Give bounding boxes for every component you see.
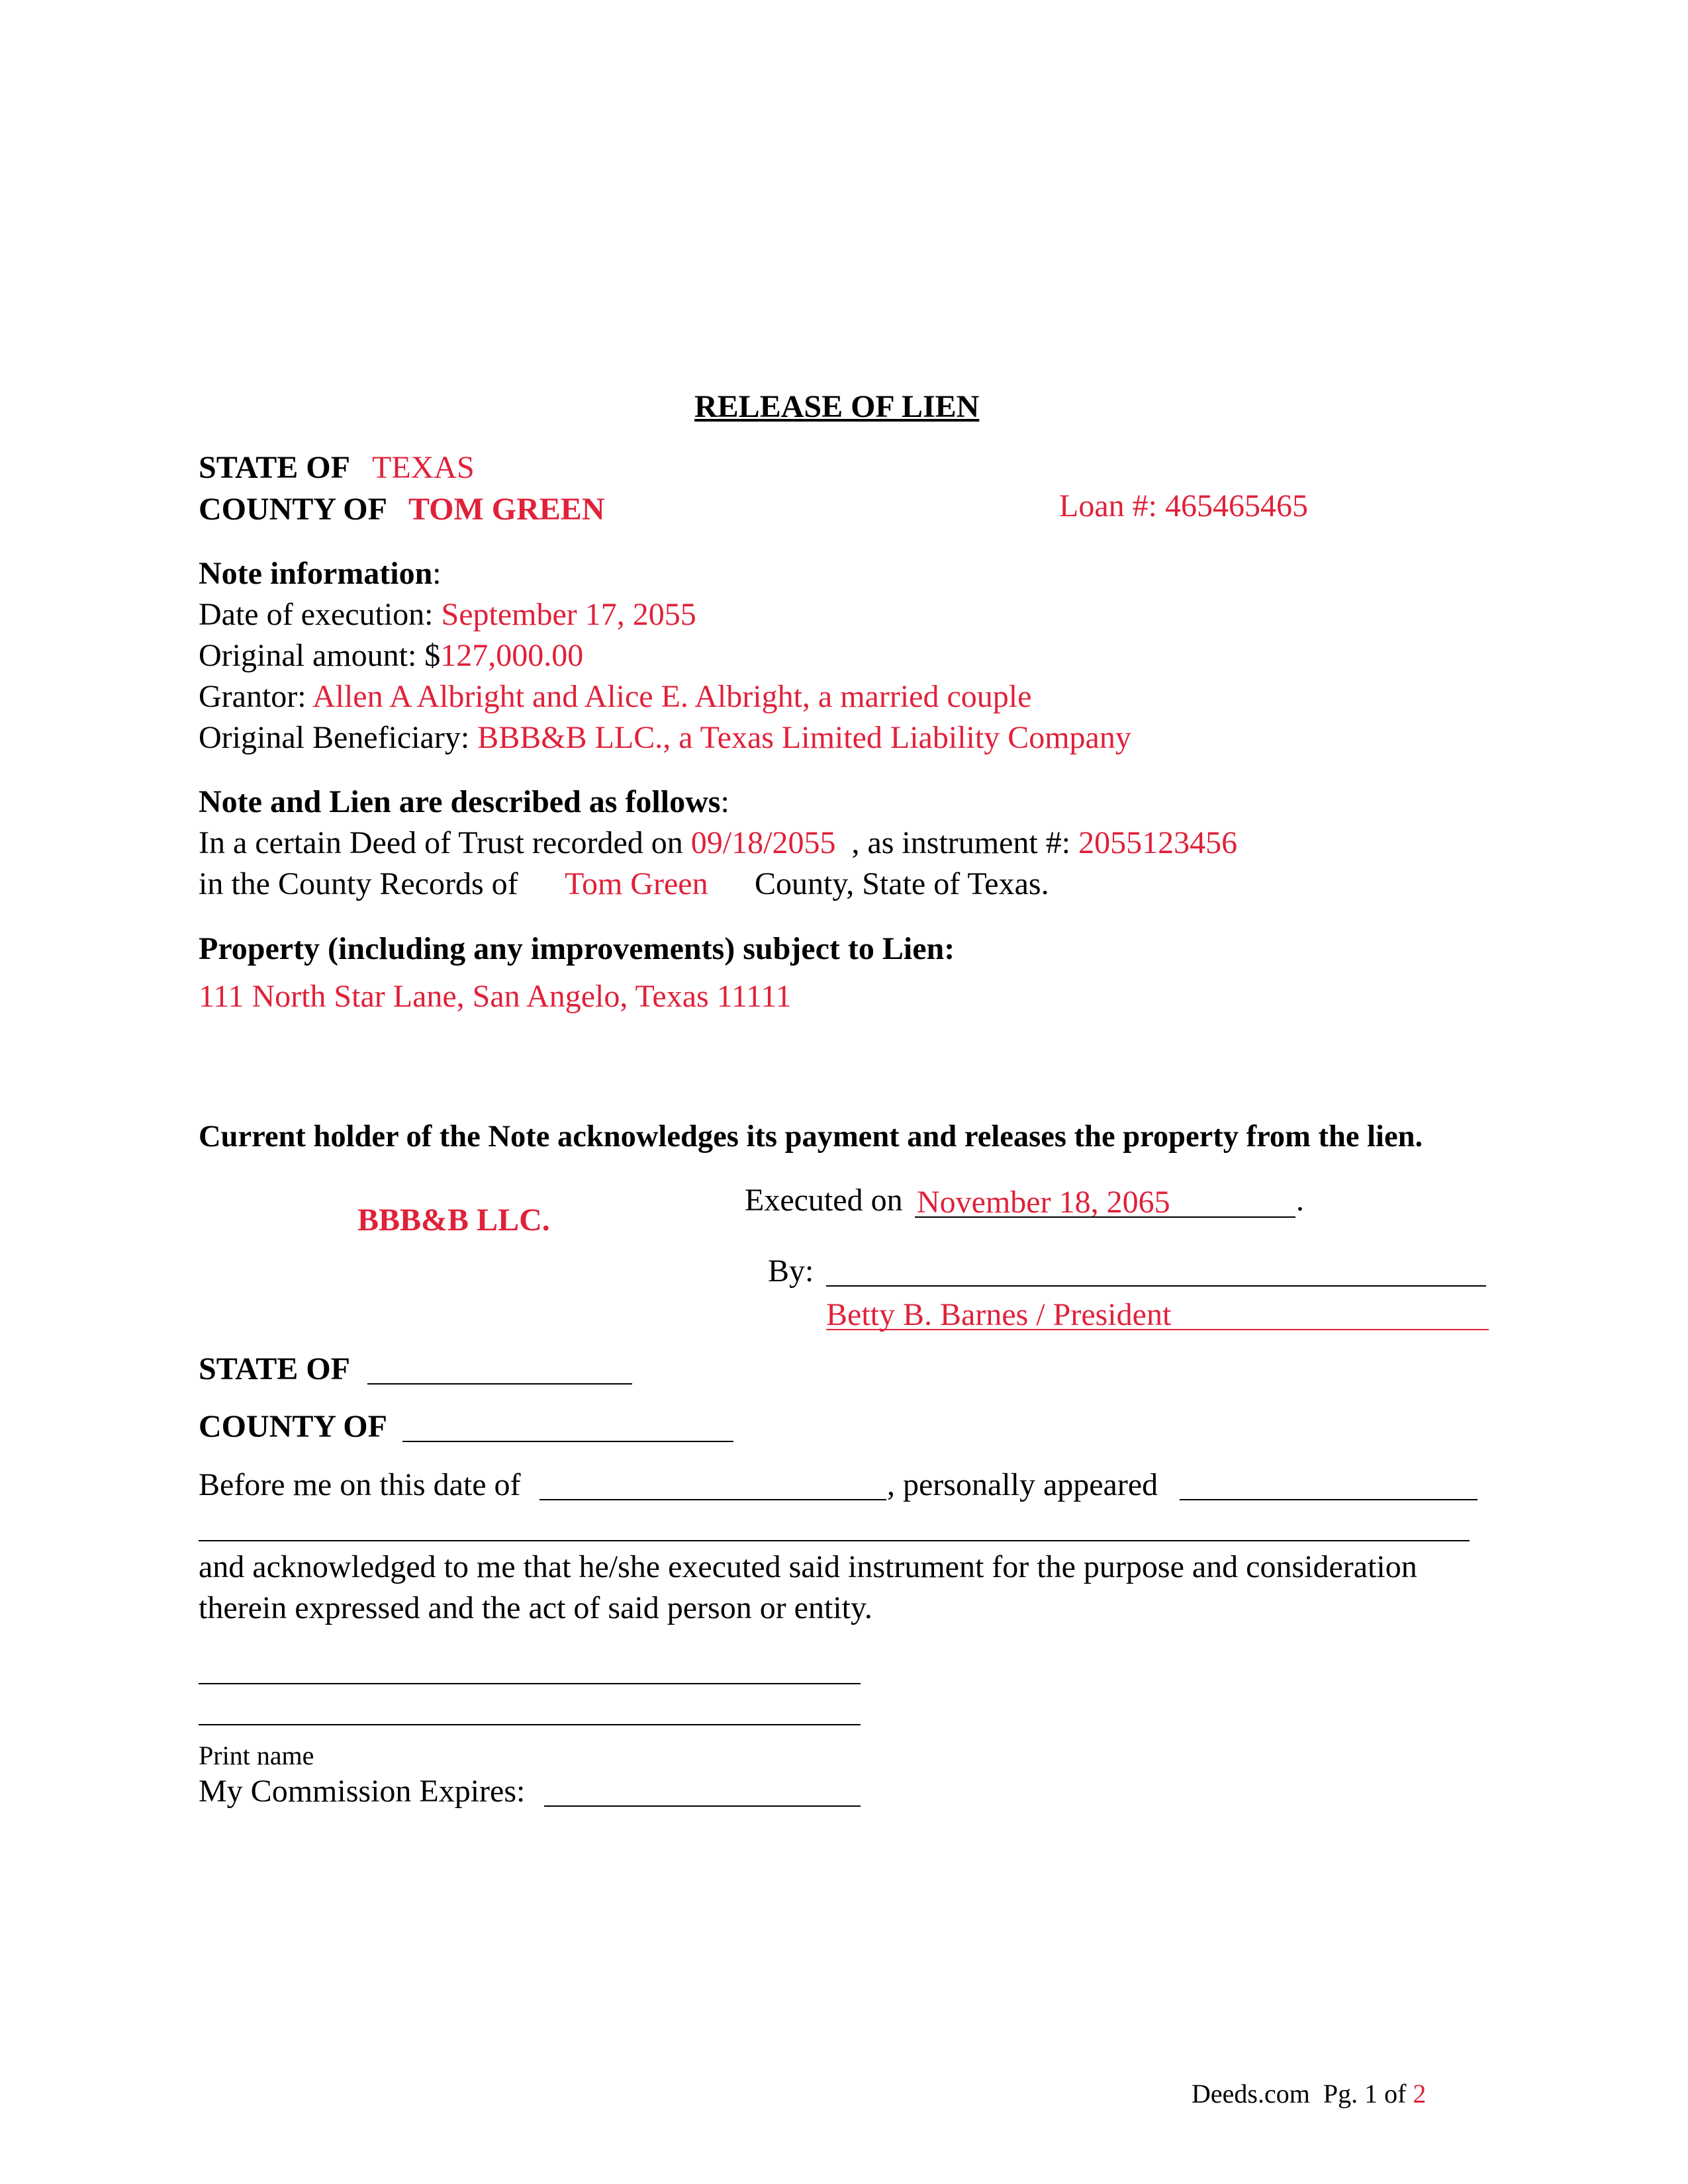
date-label: Date of execution: [199,597,434,632]
beneficiary-label: Original Beneficiary: [199,720,470,755]
commission-line [544,1805,861,1807]
by-label: By: [768,1253,814,1289]
note-info-heading [199,558,442,590]
loan-value: 465465465 [1164,488,1308,523]
property-address: 111 North Star Lane, San Angelo, Texas 11111 [199,979,792,1014]
notary-county-line [402,1441,733,1442]
state-value: TEXAS [372,450,475,485]
footer-site: Deeds.com [1192,2079,1310,2109]
commission-expires-label: My Commission Expires: [199,1774,526,1809]
amount-value: 127,000.00 [440,638,584,673]
page-footer [1192,2078,1426,2109]
property-heading: Property (including any improvements) subject to Lien: [199,931,955,966]
date-value: September 17, 2055 [441,597,696,632]
amount-label: Original amount: $ [199,638,441,673]
footer-page-total: 2 [1413,2079,1427,2109]
executed-date-line [915,1216,1295,1218]
print-name-line [199,1724,861,1725]
county-records-line [199,868,518,900]
notary-state-line [367,1383,632,1385]
recorded-line [199,827,1237,859]
date-of-execution-row [199,599,696,631]
described-heading-text: Note and Lien are described as follows [199,784,721,819]
release-statement: Current holder of the Note acknowledges its payment and releases the property from the lien. [199,1120,1423,1154]
recorded-prefix: In a certain Deed of Trust recorded on [199,825,683,860]
signer-line [826,1329,1489,1330]
grantor-label: Grantor: [199,679,306,714]
date-blank-line [539,1499,886,1500]
notary-state-label: STATE OF [199,1351,350,1387]
grantor-row [199,681,1031,713]
executed-date: November 18, 2065 [917,1185,1170,1220]
appeared-blank-line [1180,1499,1477,1500]
grantor-value: Allen A Albright and Alice E. Albright, a married couple [312,679,1032,714]
note-info-heading-text: Note information [199,556,433,591]
footer-page-label: Pg. 1 of [1323,2079,1407,2109]
name-blank-line [199,1540,1470,1541]
signature-line [826,1285,1486,1287]
loan-label: Loan #: [1059,488,1157,523]
appeared-text: , personally appeared [887,1467,1158,1502]
ack-line-1: and acknowledged to me that he/she executed said instrument for the purpose and consideration [199,1549,1417,1584]
holder-name: BBB&B LLC. [357,1203,550,1238]
described-heading [199,786,729,818]
loan-number [1059,490,1308,522]
instrument-number: 2055123456 [1078,825,1238,860]
signer-name: Betty B. Barnes / President [826,1297,1172,1332]
notary-county-label: COUNTY OF [199,1409,387,1444]
state-label: STATE OF [199,450,350,485]
note-info-colon: : [432,556,442,591]
county-records-prefix: in the County Records of [199,866,518,901]
original-amount-row [199,640,583,672]
beneficiary-value: BBB&B LLC., a Texas Limited Liability Company [477,720,1131,755]
print-name-label: Print name [199,1741,314,1770]
county-value: TOM GREEN [408,492,605,527]
document-title: RELEASE OF LIEN [694,389,980,424]
records-county: Tom Green [565,866,708,901]
notary-signature-line [199,1683,861,1684]
county-records-suffix: County, State of Texas. [755,866,1049,901]
beneficiary-row [199,722,1131,754]
recorded-date: 09/18/2055 [690,825,836,860]
executed-period: . [1296,1183,1304,1218]
ack-line-2: therein expressed and the act of said person or entity. [199,1590,872,1625]
county-label: COUNTY OF [199,492,387,527]
instrument-label: , as instrument #: [851,825,1071,860]
described-colon: : [720,784,729,819]
executed-on-label: Executed on [745,1183,903,1218]
before-me-text: Before me on this date of [199,1467,521,1502]
